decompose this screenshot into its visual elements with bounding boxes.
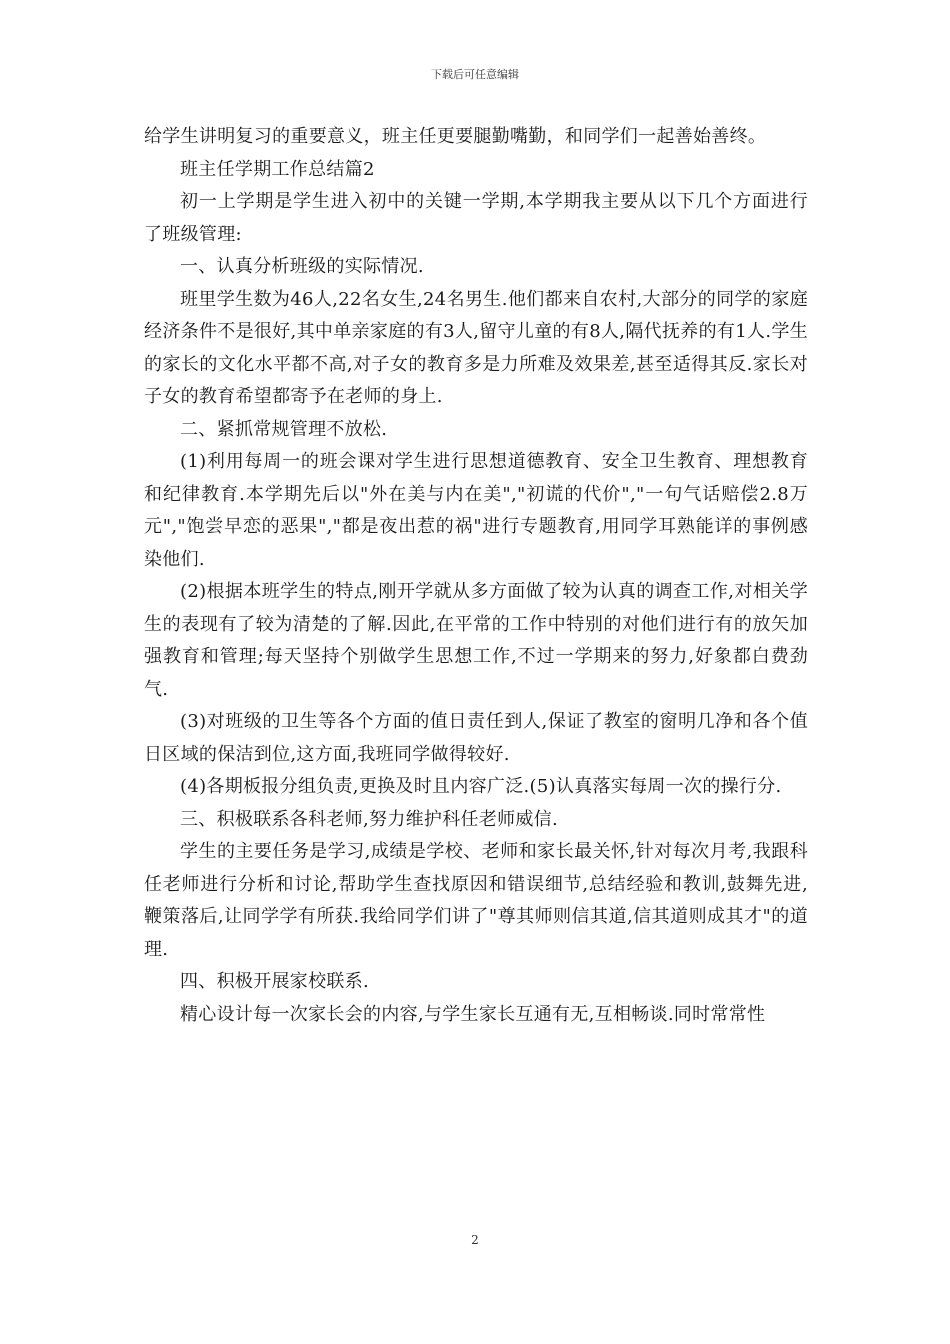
heading-1: 一、认真分析班级的实际情况. [180, 256, 424, 277]
page-number: 2 [471, 1233, 479, 1247]
paragraph-item-3: (3)对班级的卫生等各个方面的值日责任到人,保证了教室的窗明几净和各个值日区域的保洁到位,这方面,我班同学做得较好. [144, 711, 808, 765]
section-title: 班主任学期工作总结篇2 [180, 158, 375, 180]
document-body [144, 121, 808, 1031]
paragraph-intro: 初一上学期是学生进入初中的关键一学期,本学期我主要从以下几个方面进行了班级管理: [144, 191, 808, 245]
header-note: 下载后可任意编辑 [431, 68, 519, 81]
paragraph-parents: 精心设计每一次家长会的内容,与学生家长互通有无,互相畅谈.同时常常性 [180, 1003, 766, 1025]
paragraph-continuation: 给学生讲明复习的重要意义，班主任更要腿勤嘴勤，和同学们一起善始善终。 [144, 126, 767, 147]
paragraph-item-4-5: (4)各期板报分组负责,更换及时且内容广泛.(5)认真落实每周一次的操行分. [180, 776, 782, 797]
paragraph-teachers: 学生的主要任务是学习,成绩是学校、老师和家长最关怀,针对每次月考,我跟科任老师进行分析和讨论,帮助学生查找原因和错误细节,总结经验和教训,鼓舞先进,鞭策落后,让同学学有所获.我给同学们讲了"尊其师则信其道,信其道则成其才"的道理. [144, 841, 808, 960]
paragraph-class-info: 班里学生数为46人,22名女生,24名男生.他们都来自农村,大部分的同学的家庭经济条件不是很好,其中单亲家庭的有3人,留守儿童的有8人,隔代抚养的有1人.学生的家长的文化水平都不高,对子女的教育多是力所难及效果差,甚至适得其反.家长对子女的教育希望都寄予在老师的身上. [144, 288, 808, 407]
heading-3: 三、积极联系各科老师,努力维护科任老师威信. [180, 808, 559, 830]
heading-2: 二、紧抓常规管理不放松. [180, 418, 388, 440]
heading-4: 四、积极开展家校联系. [180, 971, 370, 992]
paragraph-item-2: (2)根据本班学生的特点,刚开学就从多方面做了较为认真的调查工作,对相关学生的表现有了较为清楚的了解.因此,在平常的工作中特别的对他们进行有的放矢加强教育和管理;每天坚持个别做学生思想工作,不过一学期来的努力,好象都白费劲气. [144, 581, 808, 700]
paragraph-item-1: (1)利用每周一的班会课对学生进行思想道德教育、安全卫生教育、理想教育和纪律教育.本学期先后以"外在美与内在美","初谎的代价","一句气话赔偿2.8万元","饱尝早恋的恶果","都是夜出惹的祸"进行专题教育,用同学耳熟能详的事例感染他们. [144, 451, 808, 570]
